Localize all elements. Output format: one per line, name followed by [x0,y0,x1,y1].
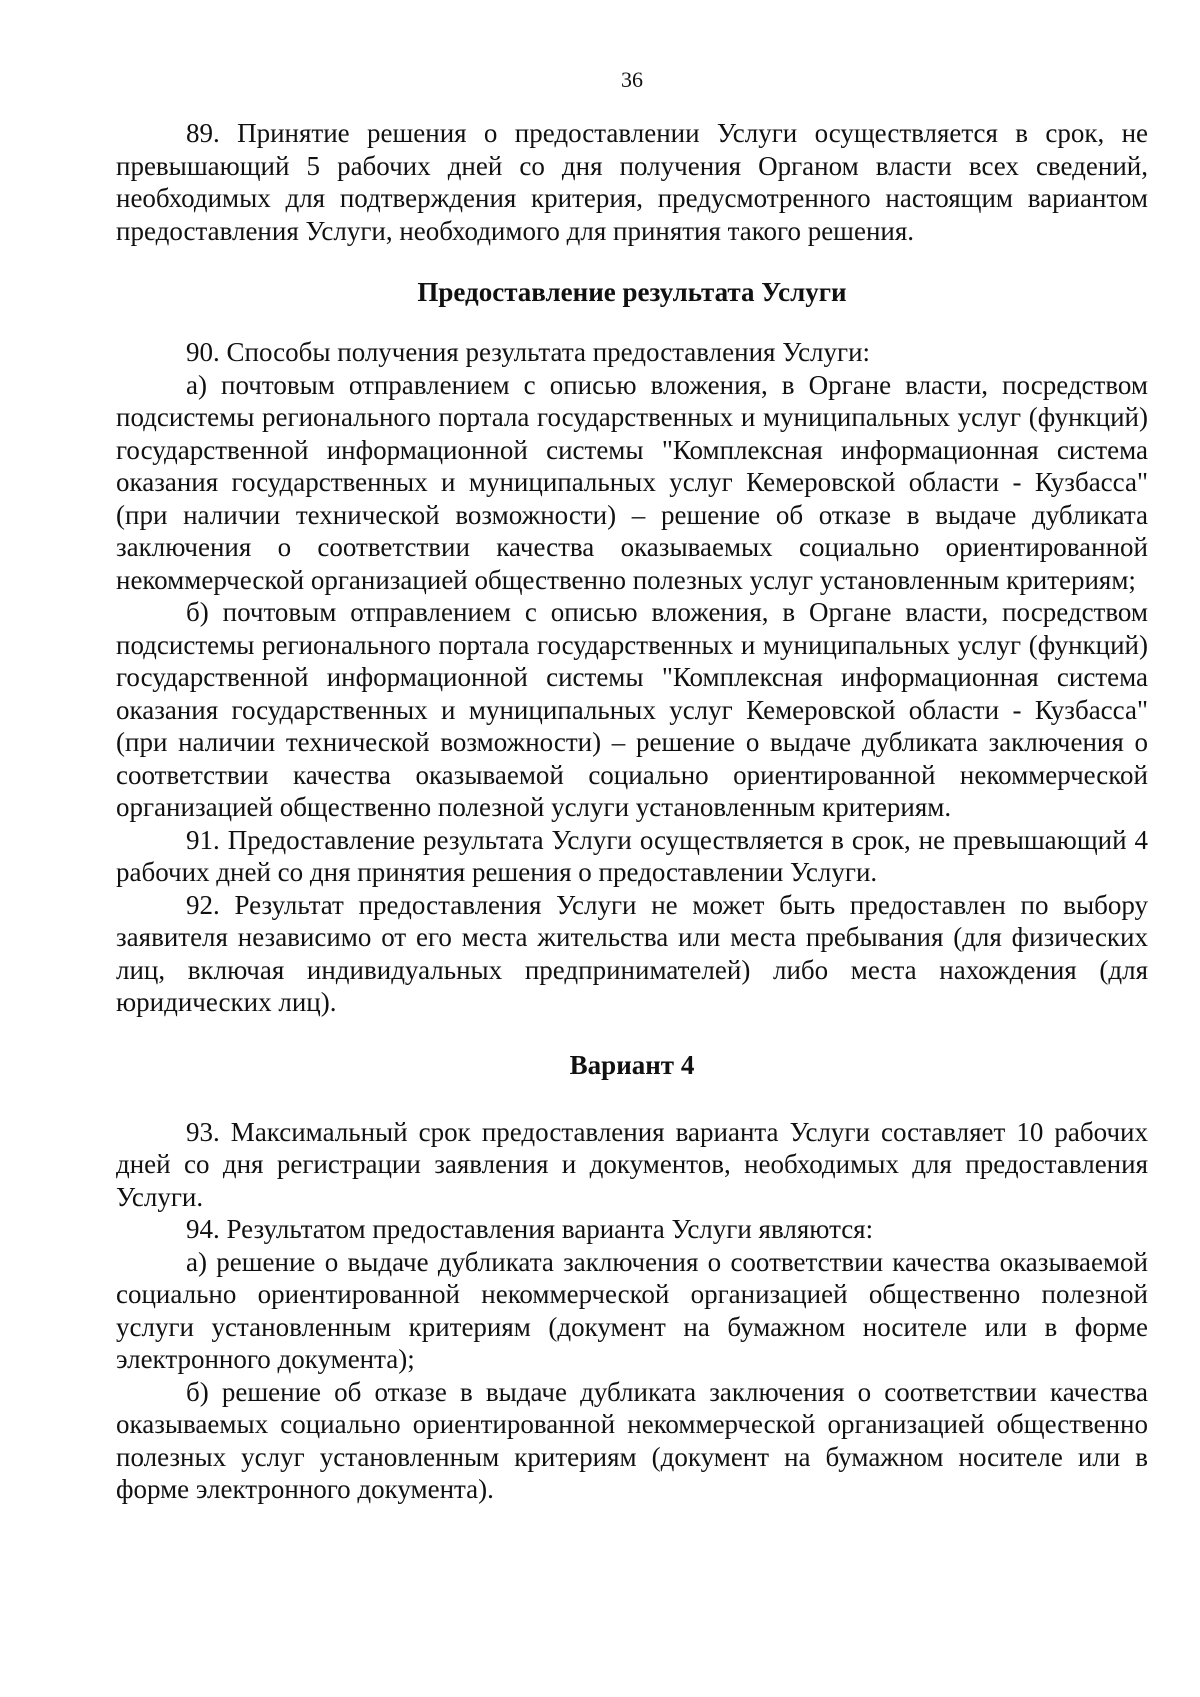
paragraph-90-a: а) почтовым отправлением с описью вложения, в Органе власти, посредством подсистемы регионального портала государственных и муниципальных услуг (функций) государственной информационной системы "Комплексная информационная система оказания государственных и муниципальных услуг Кемеровской области - Кузбасса" (при наличии технической возможности) – решение об отказе в выдаче дубликата заключения о соответствии качества оказываемых социально ориентированной некоммерческой организацией общественно полезных услуг установленным критериям; [116,369,1148,595]
paragraph-93: 93. Максимальный срок предоставления варианта Услуги составляет 10 рабочих дней со дня регистрации заявления и документов, необходимых для предоставления Услуги. [116,1116,1148,1212]
section-heading-result: Предоставление результата Услуги [417,277,847,307]
section-heading-variant: Вариант 4 [569,1049,695,1080]
paragraph-94: 94. Результатом предоставления варианта Услуги являются: [186,1214,874,1244]
paragraph-94-a: а) решение о выдаче дубликата заключения о соответствии качества оказываемой социально ориентированной некоммерческой организацией общественно полезной услуги установленным критериям (документ на бумажном носителе или в форме электронного документа); [116,1246,1148,1374]
paragraph-90-b: б) почтовым отправлением с описью вложения, в Органе власти, посредством подсистемы регионального портала государственных и муниципальных услуг (функций) государственной информационной системы "Комплексная информационная система оказания государственных и муниципальных услуг Кемеровской области - Кузбасса" (при наличии технической возможности) – решение о выдаче дубликата заключения о соответствии качества оказываемой социально ориентированной некоммерческой организацией общественно полезной услуги установленным критериям. [116,597,1148,822]
paragraph-89: 89. Принятие решения о предоставлении Услуги осуществляется в срок, не превышающий 5 рабочих дней со дня получения Органом власти всех сведений, необходимых для подтверждения критерия, предусмотренного настоящим вариантом предоставления Услуги, необходимого для принятия такого решения. [116,118,1148,246]
paragraph-92: 92. Результат предоставления Услуги не может быть предоставлен по выбору заявителя независимо от его места жительства или места пребывания (для физических лиц, включая индивидуальных предпринимателей) либо места нахождения (для юридических лиц). [116,889,1148,1017]
page-number: 36 [621,67,643,92]
paragraph-90: 90. Способы получения результата предоставления Услуги: [186,337,871,367]
paragraph-94-b: б) решение об отказе в выдаче дубликата заключения о соответствии качества оказываемых социально ориентированной некоммерческой организацией общественно полезных услуг установленным критериям (документ на бумажном носителе или в форме электронного документа). [116,1376,1148,1504]
paragraph-91: 91. Предоставление результата Услуги осуществляется в срок, не превышающий 4 рабочих дней со дня принятия решения о предоставлении Услуги. [116,824,1148,887]
document-body [116,117,1148,1506]
